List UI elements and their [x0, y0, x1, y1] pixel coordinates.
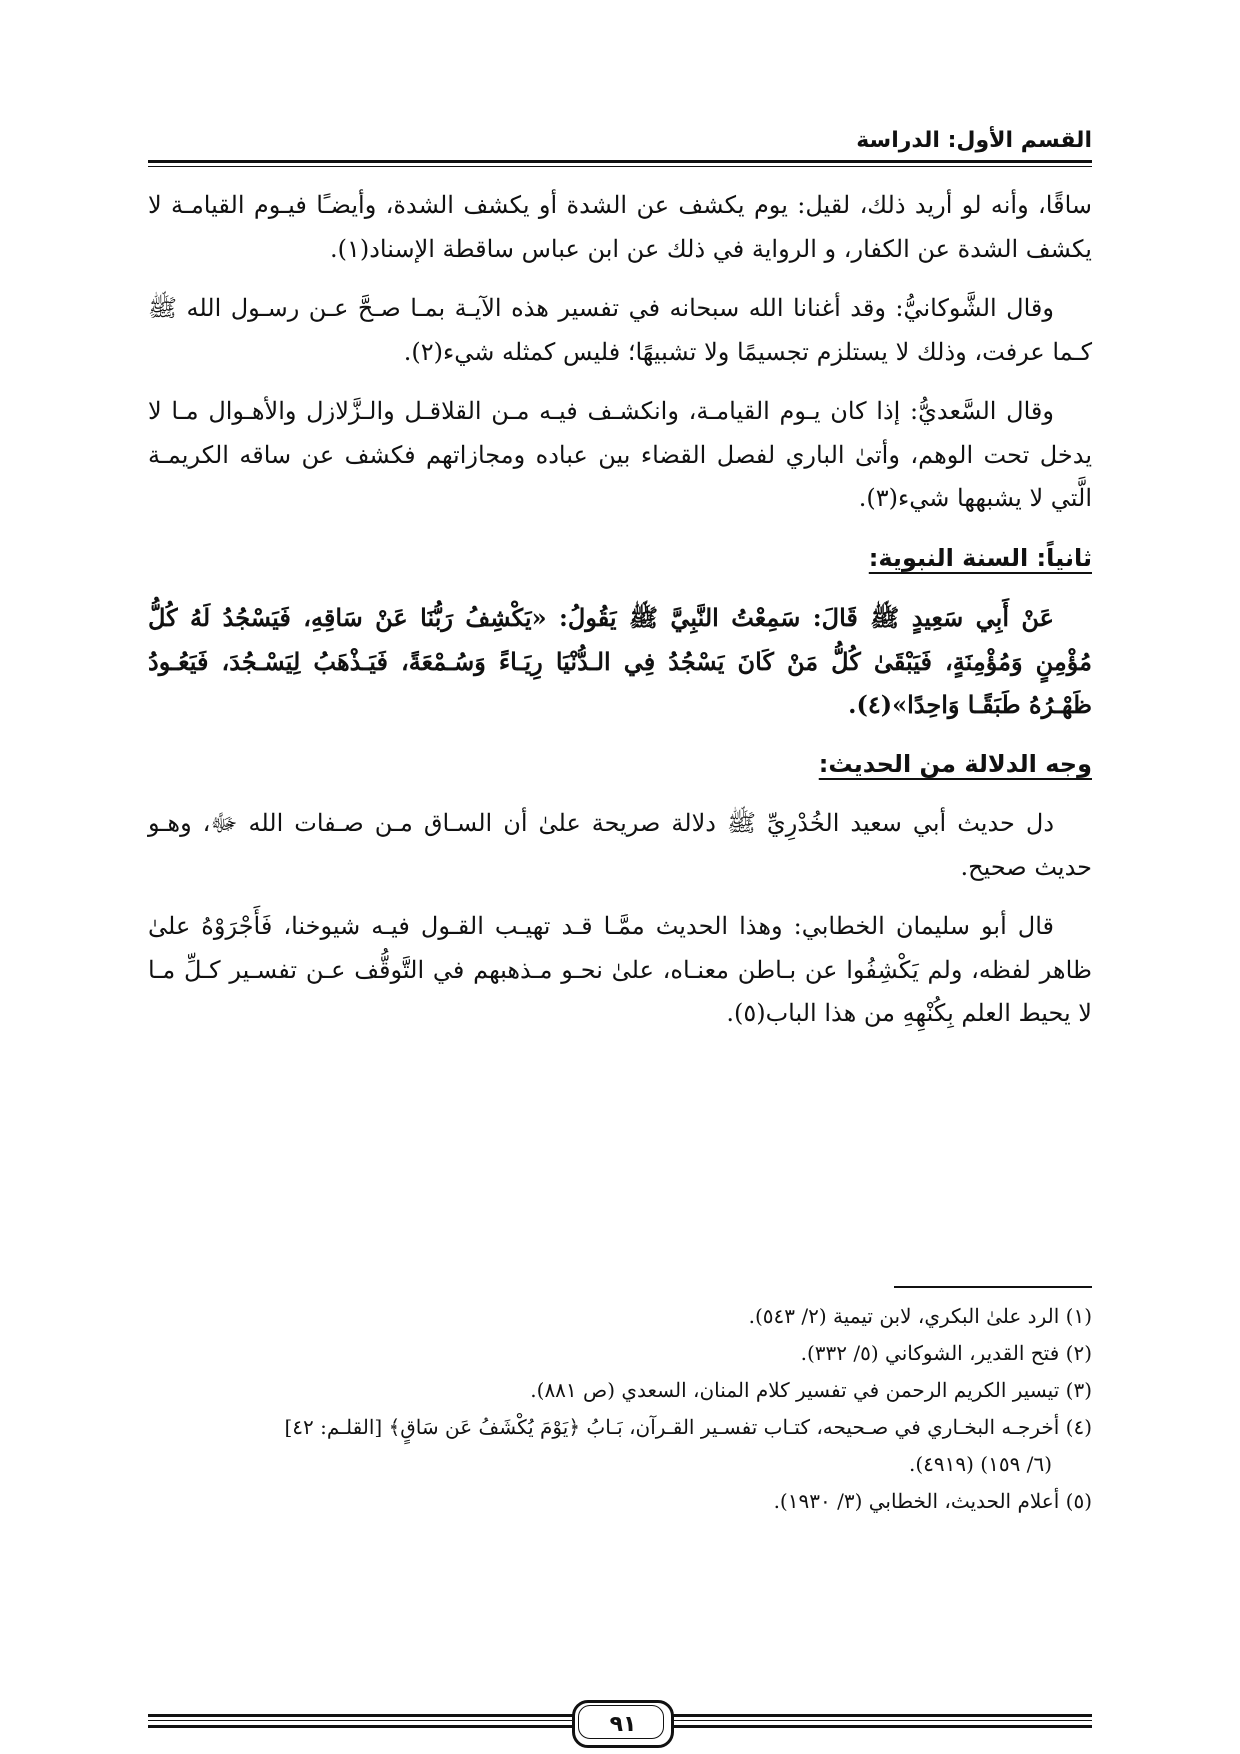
footnotes: [148, 1300, 1092, 1522]
paragraph: قال أبو سليمان الخطابي: وهذا الحديث ممَّـا قـد تهيـب القـول فيـه شيوخنا، فَأَجْرَوْهُ علىٰ ظاهر لفظه، ولم يَكْشِفُوا عن بـاطن معنـاه، علىٰ نحـو مـذهبهم في التَّوقُّف عـن تفسـير كـلِّ مـا لا يحيط العلم بِكُنْهِهِ من هذا الباب(٥).: [148, 912, 1092, 1027]
paragraph: ساقًا، وأنه لو أريد ذلك، لقيل: يوم يكشف عن الشدة أو يكشف الشدة، وأيضـًا فيـوم القيامـة لا يكشف الشدة عن الكفار، و الرواية في ذلك عن ابن عباس ساقطة الإسناد(١).: [148, 191, 1092, 263]
footnote-4: (٤) أخرجـه البخـاري في صـحيحه، كتـاب تفسـير القـرآن، بَـابُ ﴿يَوْمَ يُكْشَفُ عَن سَاقٍ﴾ [القلـم: ٤٢]: [284, 1415, 1092, 1439]
paragraph: وقال الشَّوكانيُّ: وقد أغنانا الله سبحانه في تفسير هذه الآيـة بمـا صـحَّ عـن رسـول الله ﷺ كـما عرفت، وذلك لا يستلزم تجسيمًا ولا تشبيهًا؛ فليس كمثله شيء(٢).: [148, 294, 1092, 366]
header-rule-thick: [148, 160, 1092, 163]
footnote-1: (١) الرد علىٰ البكري، لابن تيمية (٢/ ٥٤٣).: [748, 1304, 1092, 1328]
footnote-3: (٣) تيسير الكريم الرحمن في تفسير كلام المنان، السعدي (ص ٨٨١).: [530, 1378, 1092, 1402]
section-heading-sunnah: ثانياً: السنة النبوية:: [868, 543, 1092, 572]
hadith-text: عَنْ أَبِي سَعِيدٍ ﷺ قَالَ: سَمِعْتُ النَّبِيَّ ﷺ يَقُولُ: «يَكْشِفُ رَبُّنَا عَنْ سَاقِهِ، فَيَسْجُدُ لَهُ كُلُّ مُؤْمِنٍ وَمُؤْمِنَةٍ، فَيَبْقَىٰ كُلُّ مَنْ كَانَ يَسْجُدُ فِي الـدُّنْيَا رِيَـاءً وَسُـمْعَةً، فَيَـذْهَبُ لِيَسْـجُدَ، فَيَعُـودُ ظَهْـرُهُ طَبَقًـا وَاحِدًا»(٤).: [148, 603, 1093, 719]
footnote-separator: [894, 1286, 1092, 1288]
page-number: [572, 1700, 674, 1748]
running-header: القسم الأول: الدراسة: [856, 128, 1092, 153]
footnote-4-continuation: (٦/ ١٥٩) (٤٩١٩).: [908, 1452, 1052, 1476]
section-heading-evidence: وجه الدلالة من الحديث:: [818, 749, 1092, 778]
header-rule-thin: [148, 166, 1092, 167]
paragraph: وقال السَّعديُّ: إذا كان يـوم القيامـة، وانكشـف فيـه مـن القلاقـل والـزَّلازل والأهـوال مـا لا يدخل تحت الوهم، وأتىٰ الباري لفصل القضاء بين عباده ومجازاتهم فكشف عن ساقه الكريمـة الَّتي لا يشبهها شيء(٣).: [148, 397, 1092, 512]
footnote-5: (٥) أعلام الحديث، الخطابي (٣/ ١٩٣٠).: [773, 1489, 1092, 1513]
main-text: [148, 184, 1092, 1052]
paragraph: دل حديث أبي سعيد الخُدْرِيِّ ﷺ دلالة صريحة علىٰ أن السـاق مـن صـفات الله ﷻ، وهـو حديث صحيح.: [148, 809, 1092, 881]
page-number-text: ٩١: [609, 1711, 637, 1737]
footnote-2: (٢) فتح القدير، الشوكاني (٥/ ٣٣٢).: [800, 1341, 1092, 1365]
